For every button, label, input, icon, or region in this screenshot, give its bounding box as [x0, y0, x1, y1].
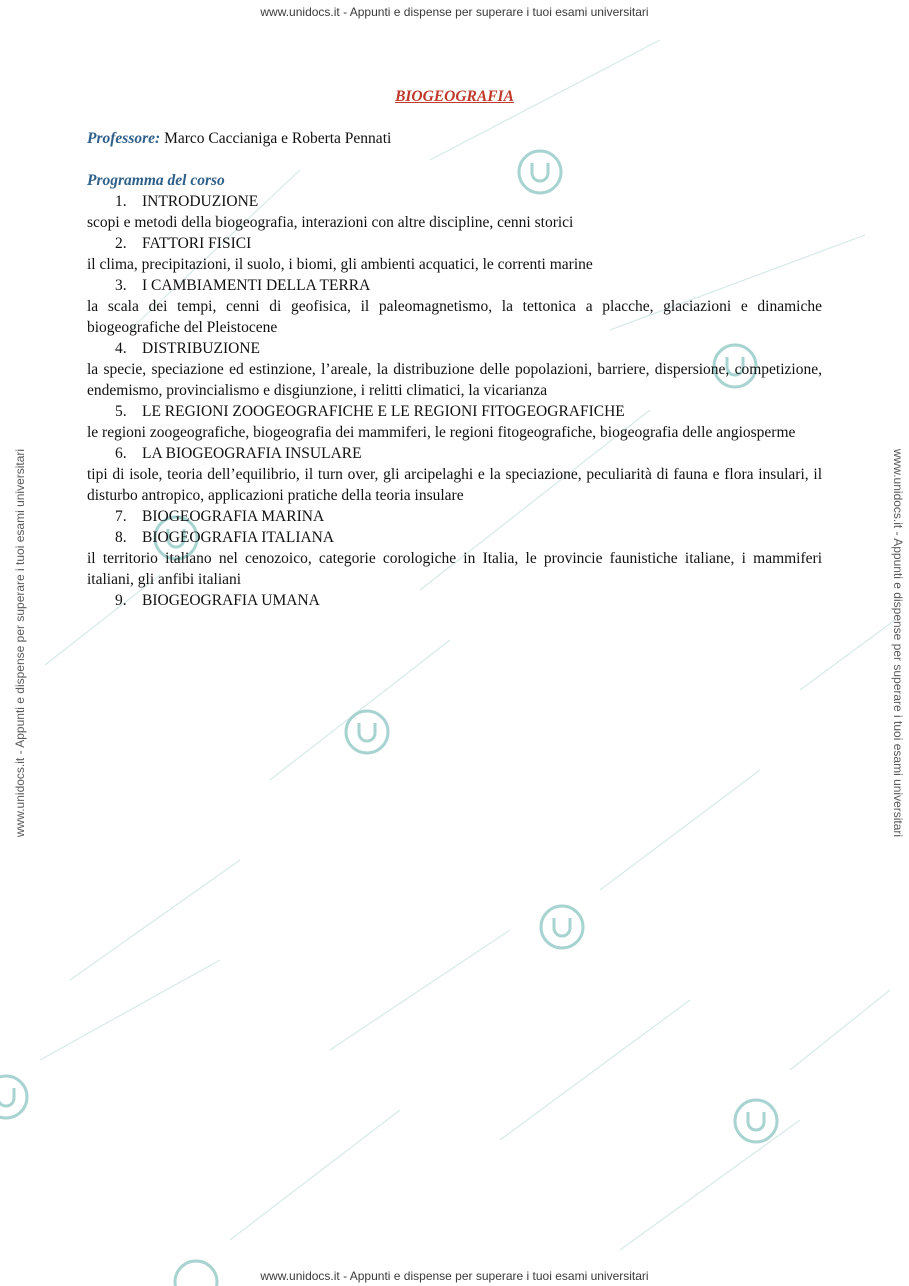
program-item-title: INTRODUZIONE: [142, 193, 259, 210]
document-title: BIOGEOGRAFIA: [395, 88, 514, 105]
program-item: [87, 506, 822, 527]
program-item: [87, 527, 822, 590]
watermark-logo-icon: [541, 906, 583, 948]
program-item-description: scopi e metodi della biogeografia, interazioni con altre discipline, cenni storici: [87, 214, 574, 231]
professor-names: Marco Caccianiga e Roberta Pennati: [164, 130, 392, 147]
program-item-heading: [87, 191, 822, 212]
program-item-description: il clima, precipitazioni, il suolo, i biomi, gli ambienti acquatici, le correnti marine: [87, 256, 593, 273]
professor-line: [87, 128, 822, 149]
program-item-title: I CAMBIAMENTI DELLA TERRA: [142, 277, 371, 294]
program-item-heading: [87, 275, 822, 296]
program-item-heading: [87, 590, 822, 611]
program-item-heading: [87, 233, 822, 254]
program-item-title: DISTRIBUZIONE: [142, 340, 260, 357]
program-item-heading: [87, 527, 822, 548]
program-item-heading: [87, 506, 822, 527]
watermark-logo-icon: [735, 1100, 777, 1142]
program-item-description: la specie, speciazione ed estinzione, l’areale, la distribuzione delle popolazioni, barriere, dispersione, competizione, endemismo, provincialismo e disgiunzione, i relitti climatici, la vicarianza: [87, 361, 822, 399]
program-item-heading: [87, 401, 822, 422]
program-item-number: 3.: [115, 277, 127, 294]
program-item-title: BIOGEOGRAFIA MARINA: [142, 508, 325, 525]
program-item-title: LA BIOGEOGRAFIA INSULARE: [142, 445, 362, 462]
watermark-top: www.unidocs.it - Appunti e dispense per superare i tuoi esami universitari: [260, 5, 649, 19]
program-item: [87, 590, 822, 611]
program-item-number: 8.: [115, 529, 127, 546]
watermark-logo-icon: [0, 1076, 27, 1118]
program-item-description: le regioni zoogeografiche, biogeografia dei mammiferi, le regioni fitogeografiche, biogeografia delle angiosperme: [87, 424, 796, 441]
program-item: [87, 338, 822, 401]
program-item: [87, 275, 822, 338]
program-item: [87, 233, 822, 275]
program-item-description: la scala dei tempi, cenni di geofisica, il paleomagnetismo, la tettonica a placche, glaciazioni e dinamiche biogeografiche del Pleistocene: [87, 298, 822, 336]
watermark-logo-icon: [346, 711, 388, 753]
program-item-number: 4.: [115, 340, 127, 357]
program-item-description: il territorio italiano nel cenozoico, categorie corologiche in Italia, le provincie faunistiche italiane, i mammiferi italiani, gli anfibi italiani: [87, 550, 822, 588]
program-item: [87, 191, 822, 233]
program-item-number: 1.: [115, 193, 127, 210]
program-item-title: LE REGIONI ZOOGEOGRAFICHE E LE REGIONI FITOGEOGRAFICHE: [142, 403, 625, 420]
program-item-number: 5.: [115, 403, 127, 420]
document-page: [87, 86, 822, 611]
program-item-description: tipi di isole, teoria dell’equilibrio, il turn over, gli arcipelaghi e la speciazione, peculiarità di fauna e flora insulari, il disturbo antropico, applicazioni pratiche della teoria insulare: [87, 466, 822, 504]
watermark-right: www.unidocs.it - Appunti e dispense per superare i tuoi esami universitari: [891, 448, 905, 838]
program-item-title: BIOGEOGRAFIA UMANA: [142, 592, 320, 609]
program-item-number: 7.: [115, 508, 127, 525]
watermark-left: www.unidocs.it - Appunti e dispense per superare i tuoi esami universitari: [13, 448, 27, 838]
program-item-number: 2.: [115, 235, 127, 252]
program-item-heading: [87, 443, 822, 464]
program-item-title: FATTORI FISICI: [142, 235, 252, 252]
program-item-title: BIOGEOGRAFIA ITALIANA: [142, 529, 335, 546]
program-item: [87, 401, 822, 443]
program-item: [87, 443, 822, 506]
program-list: [87, 191, 822, 611]
program-item-number: 9.: [115, 592, 127, 609]
professor-label: Professore:: [87, 130, 161, 147]
watermark-bottom: www.unidocs.it - Appunti e dispense per superare i tuoi esami universitari: [260, 1269, 649, 1283]
program-item-number: 6.: [115, 445, 127, 462]
program-title: Programma del corso: [87, 172, 225, 189]
program-item-heading: [87, 338, 822, 359]
